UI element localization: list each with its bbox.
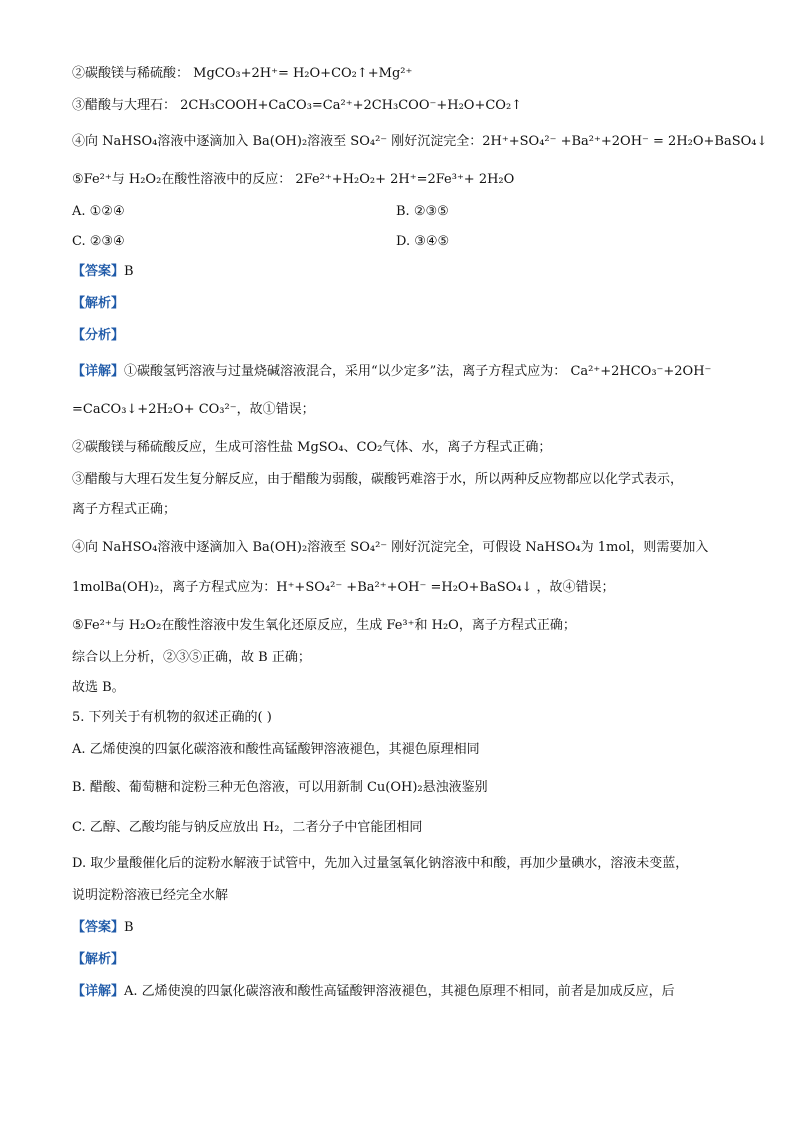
question-5-option-d-line-1: D. 取少量酸催化后的淀粉水解液于试管中，先加入过量氢氧化钠溶液中和酸，再加少量碘水，溶液未变蓝，: [72, 856, 689, 871]
option-b: B. ②③⑤: [396, 204, 449, 219]
option-c: C. ②③④: [72, 234, 125, 249]
question-5-option-a: A. 乙烯使溴的四氯化碳溶液和酸性高锰酸钾溶液褪色，其褪色原理相同: [72, 742, 480, 757]
option-d: D. ③④⑤: [396, 234, 450, 249]
question-5-option-b: B. 醋酸、葡萄糖和淀粉三种无色溶液，可以用新制 Cu(OH)₂悬浊液鉴别: [72, 780, 488, 795]
equation-line-3: ③醋酸与大理石： 2CH₃COOH+CaCO₃=Ca²⁺+2CH₃COO⁻+H₂O+CO₂↑: [72, 98, 523, 113]
question-5-option-d-line-2: 说明淀粉溶液已经完全水解: [72, 888, 229, 903]
detail-line-3: ②碳酸镁与稀硫酸反应，生成可溶性盐 MgSO₄、CO₂气体、水，离子方程式正确；: [72, 440, 552, 455]
detail-line-9: 综合以上分析，②③⑤正确，故 B 正确；: [72, 650, 311, 665]
answer-line-2: [72, 918, 134, 938]
detail-tag-2: 【详解】: [72, 984, 125, 999]
answer-value-2: B: [124, 920, 134, 935]
answer-tag: 【答案】: [72, 264, 125, 279]
detail-line-last: [72, 982, 675, 1002]
detail-line-8: ⑤Fe²⁺与 H₂O₂在酸性溶液中发生氧化还原反应，生成 Fe³⁺和 H₂O，离子方程式正确；: [72, 618, 576, 633]
fenxi-tag: 【分析】: [72, 328, 125, 343]
question-5-option-c: C. 乙醇、乙酸均能与钠反应放出 H₂，二者分子中官能团相同: [72, 820, 423, 835]
detail-text-1: ①碳酸氢钙溶液与过量烧碱溶液混合，采用“以少定多”法，离子方程式应为： Ca²⁺+2HCO₃⁻+2OH⁻: [124, 364, 712, 379]
detail-line-7: 1molBa(OH)₂，离子方程式应为：H⁺+SO₄²⁻ +Ba²⁺+OH⁻ =H₂O+BaSO₄↓ ，故④错误；: [72, 580, 615, 595]
detail-line-5: 离子方程式正确；: [72, 502, 177, 517]
detail-line-2: =CaCO₃↓+2H₂O+ CO₃²⁻，故①错误；: [72, 402, 315, 417]
analysis-tag: 【解析】: [72, 296, 125, 311]
equation-line-4: ④向 NaHSO₄溶液中逐滴加入 Ba(OH)₂溶液至 SO₄²⁻ 刚好沉淀完全：2H⁺+SO₄²⁻ +Ba²⁺+2OH⁻ = 2H₂O+BaSO₄↓: [72, 134, 768, 149]
question-5-stem: 5. 下列关于有机物的叙述正确的( ): [72, 710, 272, 725]
answer-tag-2: 【答案】: [72, 920, 125, 935]
option-a: A. ①②④: [72, 204, 125, 219]
detail-line-10: 故选 B。: [72, 680, 125, 695]
detail-line-4: ③醋酸与大理石发生复分解反应，由于醋酸为弱酸，碳酸钙难溶于水，所以两种反应物都应以化学式表示，: [72, 472, 684, 487]
answer-line: [72, 262, 134, 282]
answer-value: B: [124, 264, 134, 279]
analysis-tag-2: 【解析】: [72, 952, 125, 967]
detail-line-1: [72, 362, 711, 382]
equation-line-5: ⑤Fe²⁺与 H₂O₂在酸性溶液中的反应： 2Fe²⁺+H₂O₂+ 2H⁺=2Fe³⁺+ 2H₂O: [72, 172, 515, 187]
detail-tag: 【详解】: [72, 364, 125, 379]
detail-line-6: ④向 NaHSO₄溶液中逐滴加入 Ba(OH)₂溶液至 SO₄²⁻ 刚好沉淀完全，可假设 NaHSO₄为 1mol，则需要加入: [72, 540, 709, 555]
equation-line-2: ②碳酸镁与稀硫酸： MgCO₃+2H⁺= H₂O+CO₂↑+Mg²⁺: [72, 66, 413, 81]
detail-text-last: A. 乙烯使溴的四氯化碳溶液和酸性高锰酸钾溶液褪色，其褪色原理不相同，前者是加成反应，后: [124, 984, 675, 999]
